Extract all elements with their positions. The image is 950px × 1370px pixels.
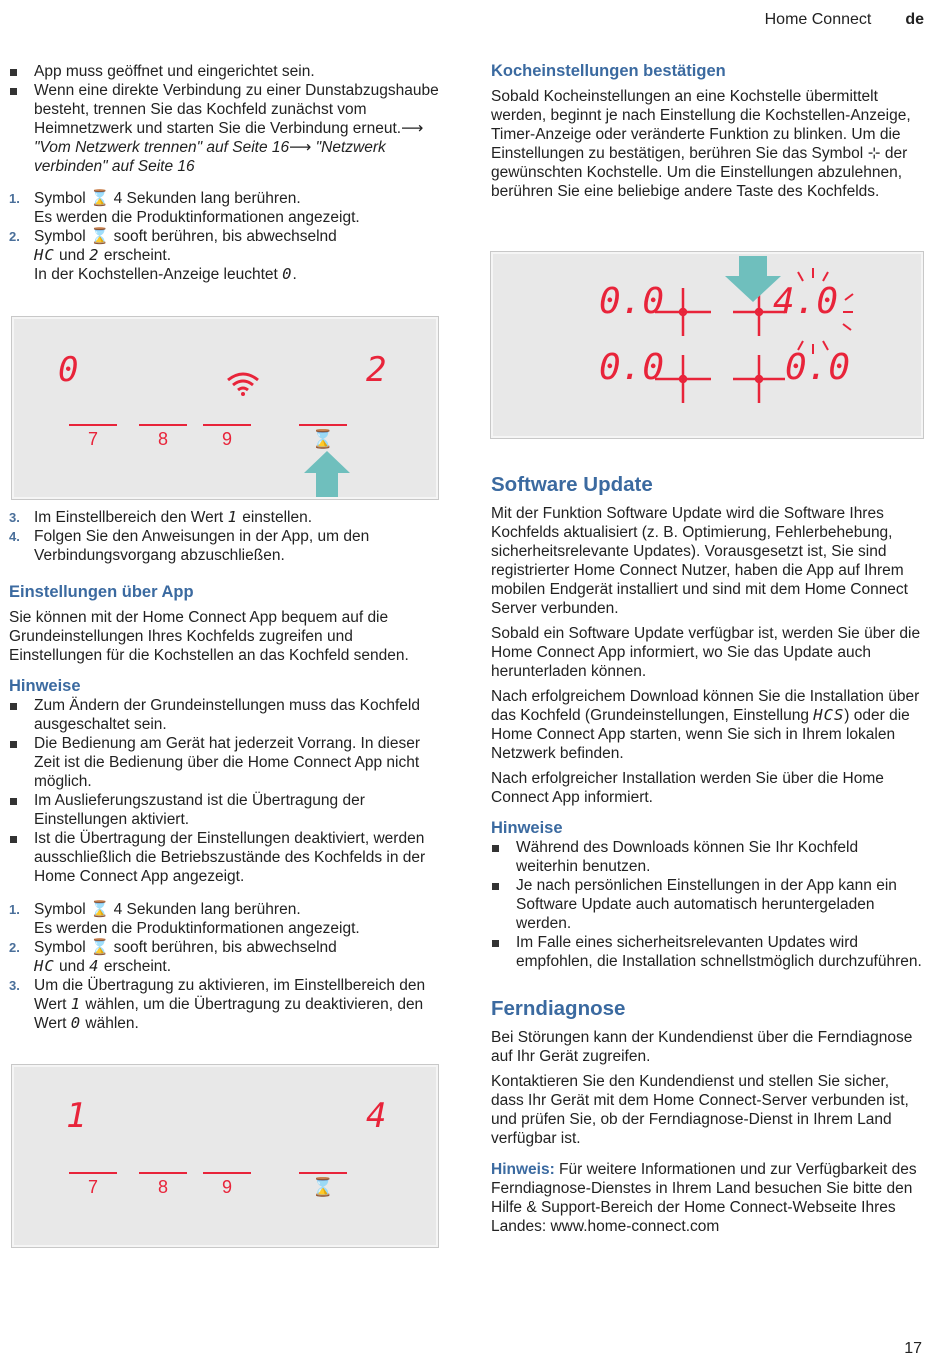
paragraph: Kontaktieren Sie den Kundendienst und stellen Sie sicher, dass Ihr Gerät mit dem Home Connect-Server verbunden ist, und prüfen Sie, ob der Ferndiagnose-Dienst in Ihrem Land verfügbar ist. [491, 1073, 909, 1147]
paragraph: Sobald Kocheinstellungen an eine Kochstelle übermittelt werden, beginnt je nach Einstellung die Kochstellen-Anzeige, Timer-Anzeige oder veränderte Funktion zu blinken. Um die Einstellungen zu bestätigen, berühren Sie das Symbol ⊹ der gewünschten Kochstelle. Um die Einstellungen abzulehnen, berühren Sie eine beliebige andere Taste des Kochfelds. [491, 88, 911, 200]
timer-key[interactable] [298, 1172, 348, 1197]
xref-link[interactable]: "Vom Netzwerk trennen" auf Seite 16 [34, 139, 290, 156]
list-item: 2. Symbol ⌛ sooft berühren, bis abwechselnd HC und 4 erscheint. [9, 939, 337, 975]
pointer-arrow-icon [725, 256, 781, 302]
hourglass-icon: ⌛ [311, 429, 335, 449]
cooktop-diagram [493, 254, 921, 436]
paragraph: Nach erfolgreicher Installation werden Sie über die Home Connect App informiert. [491, 770, 884, 806]
section-heading: Einstellungen über App [9, 583, 194, 601]
xref-link[interactable]: "Netzwerk verbinden" auf Seite 16 [34, 139, 386, 175]
display-right: 4 [366, 1096, 387, 1136]
touch-key-7[interactable]: 7 [68, 1172, 118, 1197]
header-lang: de [905, 11, 924, 28]
page-number: 17 [904, 1340, 922, 1357]
touch-key-8[interactable]: 8 [138, 424, 188, 449]
display-left: 1 [66, 1096, 87, 1136]
list-item: Während des Downloads können Sie Ihr Kochfeld weiterhin benutzen. [491, 838, 923, 876]
list-item: 3. Im Einstellbereich den Wert 1 einstellen. [9, 508, 313, 526]
pointer-arrow-icon [304, 451, 350, 497]
left-column [9, 62, 441, 284]
list-item: 1. Symbol ⌛ 4 Sekunden lang berühren. Es werden die Produktinformationen angezeigt. [9, 901, 360, 937]
list-item: Ist die Übertragung der Einstellungen deaktiviert, werden ausschließlich die Betriebszustände des Kochfelds in der Home Connect App angezeigt. [9, 829, 441, 886]
section-heading: Kocheinstellungen bestätigen [491, 62, 726, 80]
zone-display-bottom-left: 0.0 [599, 347, 665, 388]
touch-key-8[interactable]: 8 [138, 1172, 188, 1197]
section-heading: Ferndiagnose [491, 997, 626, 1020]
zone-display-top-left: 0.0 [599, 281, 665, 322]
paragraph: Sobald ein Software Update verfügbar ist, werden Sie über die Home Connect App informiert, wo Sie das Update auch herunterladen können. [491, 625, 921, 680]
page-header [765, 10, 924, 29]
steps-list-2 [9, 508, 441, 565]
note-paragraph: Hinweis: Für weitere Informationen und zur Verfügbarkeit des Ferndiagnose-Dienstes in Ihrem Land besuchen Sie bitte den Hilfe & Support-Bereich der Home Connect-Webseite Ihres Landes: www.home-connect.com [491, 1161, 917, 1235]
display-left: 0 [58, 350, 79, 390]
zone-display-bottom-right: 0.0 [785, 347, 851, 388]
left-column-lower [9, 508, 441, 1033]
control-panel-2 [12, 1065, 438, 1247]
hourglass-icon: ⌛ [311, 1177, 335, 1197]
touch-key-7[interactable]: 7 [68, 424, 118, 449]
right-column-lower [491, 475, 923, 1236]
hourglass-icon: ⌛ [90, 190, 110, 207]
list-item: Wenn eine direkte Verbindung zu einer Dunstabzugshaube besteht, trennen Sie das Kochfeld zunächst vom Heimnetzwerk und starten Sie die Verbindung erneut.⟶ "Vom Netzwerk trennen" auf Seite 16⟶ "Netzwerk verbinden" auf Seite 16 [9, 81, 441, 176]
list-item: Im Auslieferungszustand ist die Übertragung der Einstellungen aktiviert. [9, 791, 441, 829]
hints-heading: Hinweise [491, 819, 563, 837]
touch-key-9[interactable]: 9 [202, 1172, 252, 1197]
list-item: Die Bedienung am Gerät hat jederzeit Vorrang. In dieser Zeit ist die Bedienung über die Home Connect App nicht möglich. [9, 734, 441, 791]
list-item: Zum Ändern der Grundeinstellungen muss das Kochfeld ausgeschaltet sein. [9, 696, 441, 734]
prereq-list [9, 62, 441, 176]
steps-list-3 [9, 900, 441, 1033]
steps-list-1 [9, 189, 441, 284]
paragraph: Mit der Funktion Software Update wird die Software Ihres Kochfelds aktualisiert (z. B. Optimierung, Fehlerbehebung, sicherheitsrelevante Updates). Vorausgesetzt ist, Sie sind registrierter Home Connect Nutzer, haben die App auf Ihrem mobilen Endgerät installiert und sind mit dem Home Connect Server verbunden. [491, 505, 908, 617]
list-item: 3. Um die Übertragung zu aktivieren, im Einstellbereich den Wert 1 wählen, um die Übertragung zu deaktivieren, den Wert 0 wählen. [9, 977, 426, 1032]
touch-key-9[interactable]: 9 [202, 424, 252, 449]
paragraph: Sie können mit der Home Connect App bequem auf die Grundeinstellungen Ihres Kochfelds zugreifen und Einstellungen für die Kochstellen an das Kochfeld senden. [9, 609, 409, 664]
header-section: Home Connect [764, 11, 872, 28]
hints-list [9, 696, 441, 886]
list-item: 1. Symbol ⌛ 4 Sekunden lang berühren. Es werden die Produktinformationen angezeigt. [9, 190, 360, 226]
list-item: Je nach persönlichen Einstellungen in der App kann ein Software Update auch automatisch heruntergeladen werden. [491, 876, 923, 933]
hints-list [491, 838, 923, 971]
arrow-right-icon: ⟶ [289, 139, 312, 156]
section-heading: Software Update [491, 473, 653, 496]
crosshair-icon: ⊹ [867, 145, 881, 162]
list-item: 2. Symbol ⌛ sooft berühren, bis abwechselnd HC und 2 erscheint. In der Kochstellen-Anzeige leuchtet 0. [9, 228, 337, 283]
hourglass-icon: ⌛ [90, 228, 110, 245]
display-right: 2 [366, 350, 387, 390]
cooktop-display-panel [491, 252, 923, 438]
hints-heading: Hinweise [9, 677, 81, 695]
hourglass-icon: ⌛ [90, 901, 110, 918]
wifi-icon [225, 369, 261, 397]
list-item: 4. Folgen Sie den Anweisungen in der App, um den Verbindungsvorgang abzuschließen. [9, 528, 370, 564]
timer-key[interactable] [298, 424, 348, 449]
right-column [491, 62, 923, 201]
paragraph: Nach erfolgreichem Download können Sie die Installation über das Kochfeld (Grundeinstellungen, Einstellung HCS) oder die Home Connect App starten, wenn Sie sich in Ihrem lokalen Netzwerk befinden. [491, 688, 920, 762]
paragraph: Bei Störungen kann der Kundendienst über die Ferndiagnose auf Ihr Gerät zugreifen. [491, 1029, 913, 1065]
list-item: Im Falle eines sicherheitsrelevanten Updates wird empfohlen, die Installation schnellstmöglich durchzuführen. [491, 933, 923, 971]
zone-display-top-right: 4.0 [773, 281, 839, 322]
hourglass-icon: ⌛ [90, 939, 110, 956]
control-panel-1 [12, 317, 438, 499]
arrow-right-icon: ⟶ [401, 120, 424, 137]
list-item: App muss geöffnet und eingerichtet sein. [9, 62, 441, 81]
